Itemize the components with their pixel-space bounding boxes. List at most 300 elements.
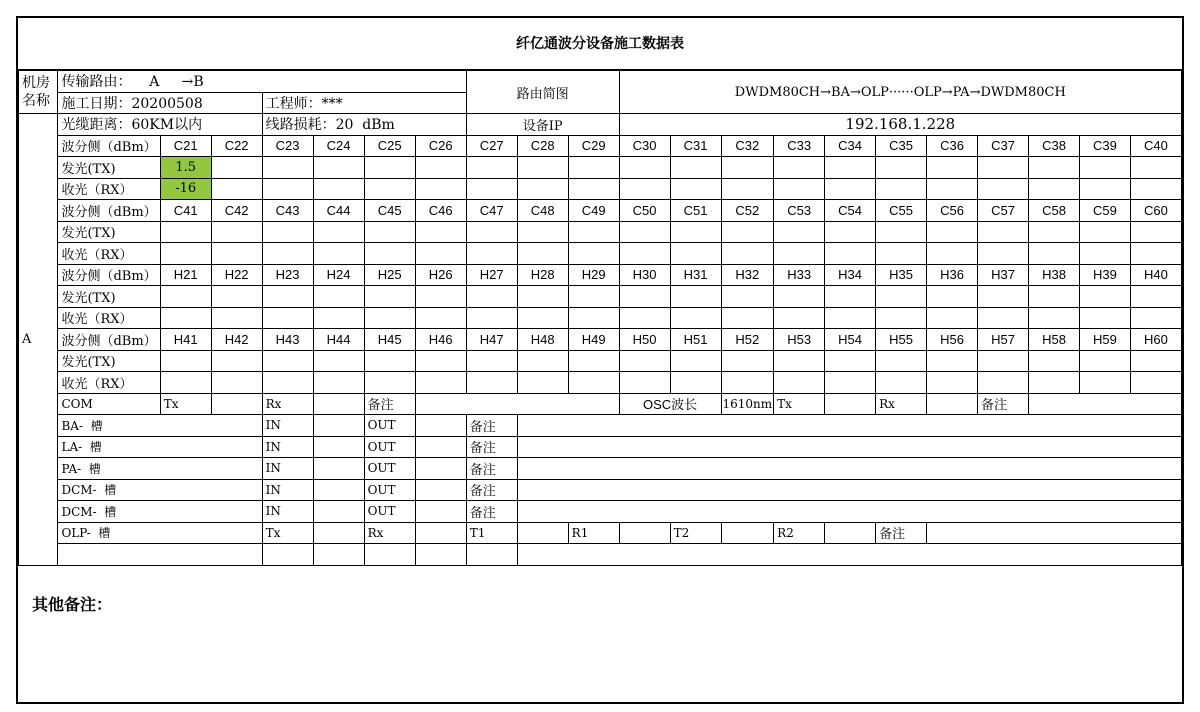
rx-value-cell[interactable] [517, 243, 568, 265]
channel-header: C54 [825, 200, 876, 222]
rx-value-cell[interactable] [876, 372, 927, 394]
rx-value-cell[interactable] [364, 307, 415, 329]
wave-label: 波分侧（dBm） [58, 135, 160, 157]
rx-value-cell[interactable] [825, 178, 876, 200]
tx-value-cell[interactable] [876, 221, 927, 243]
slot-note-value[interactable] [517, 415, 1181, 437]
rx-value-cell[interactable] [927, 307, 978, 329]
rx-value-cell[interactable] [1079, 178, 1130, 200]
channel-header: C35 [876, 135, 927, 157]
tx-value-cell[interactable] [466, 286, 517, 308]
rx-value-cell[interactable] [1079, 372, 1130, 394]
rx-value-cell[interactable] [721, 372, 774, 394]
rx-value-cell[interactable] [927, 243, 978, 265]
tx-value-cell[interactable] [211, 157, 262, 179]
rx-label: 收光（RX） [58, 178, 160, 200]
tx-value-cell[interactable] [1130, 350, 1181, 372]
tx-value-cell[interactable] [262, 157, 313, 179]
rx-value-cell[interactable] [568, 178, 619, 200]
rx-value-cell[interactable] [466, 372, 517, 394]
tx-value-cell[interactable] [670, 286, 721, 308]
blank-cell[interactable] [466, 544, 517, 566]
rx-value-cell[interactable] [1079, 243, 1130, 265]
tx-value-cell[interactable] [1079, 286, 1130, 308]
rx-value-cell[interactable] [568, 372, 619, 394]
rx-value-cell[interactable] [262, 307, 313, 329]
tx-value-cell[interactable] [364, 157, 415, 179]
tx-value-cell[interactable] [619, 157, 670, 179]
tx-value-cell[interactable] [774, 350, 825, 372]
tx-value-cell[interactable] [774, 157, 825, 179]
tx-value-cell[interactable] [670, 157, 721, 179]
com-rx-value[interactable] [313, 393, 364, 415]
channel-header: H49 [568, 329, 619, 351]
rx-value-cell[interactable] [774, 243, 825, 265]
slot-note-label: 备注 [466, 501, 517, 523]
tx-value-cell[interactable] [364, 286, 415, 308]
olp-t2-label: T2 [670, 522, 721, 544]
rx-value-cell[interactable] [1029, 243, 1080, 265]
tx-value-cell[interactable] [825, 221, 876, 243]
osc-rx-value[interactable] [927, 393, 978, 415]
rx-value-cell[interactable] [466, 307, 517, 329]
tx-value-cell[interactable] [415, 221, 466, 243]
rx-value-cell[interactable] [415, 243, 466, 265]
slot-out-value[interactable] [415, 479, 466, 501]
channel-header: C39 [1079, 135, 1130, 157]
channel-header: H26 [415, 264, 466, 286]
rx-value-cell[interactable] [670, 178, 721, 200]
tx-value-cell[interactable] [721, 157, 774, 179]
slot-out-value[interactable] [415, 415, 466, 437]
channel-header: H39 [1079, 264, 1130, 286]
rx-value-cell[interactable] [1130, 178, 1181, 200]
channel-header: H57 [978, 329, 1029, 351]
channel-header: C32 [721, 135, 774, 157]
slot-in-label: IN [262, 436, 313, 458]
rx-value-cell[interactable] [619, 243, 670, 265]
blank-cell[interactable] [262, 544, 313, 566]
slot-label: DCM- 槽 [58, 479, 262, 501]
slot-out-value[interactable] [415, 458, 466, 480]
rx-value-cell[interactable] [415, 307, 466, 329]
olp-rx-label: Rx [364, 522, 415, 544]
rx-value-cell[interactable] [670, 307, 721, 329]
tx-label: 发光(TX) [58, 221, 160, 243]
osc-value: 1610nm [721, 393, 774, 415]
room-label: 机房名称 [19, 71, 58, 114]
rx-label: 收光（RX） [58, 307, 160, 329]
tx-value-cell[interactable] [774, 286, 825, 308]
slot-out-label: OUT [364, 501, 415, 523]
slot-note-label: 备注 [466, 415, 517, 437]
channel-header: H28 [517, 264, 568, 286]
wave-label: 波分侧（dBm） [58, 264, 160, 286]
olp-rx-value[interactable] [415, 522, 466, 544]
rx-value-cell[interactable] [619, 307, 670, 329]
rx-value-cell[interactable] [313, 372, 364, 394]
channel-header: H38 [1029, 264, 1080, 286]
rx-value-cell[interactable] [876, 243, 927, 265]
slot-out-label: OUT [364, 479, 415, 501]
olp-t2-value[interactable] [721, 522, 774, 544]
tx-value-cell[interactable] [517, 286, 568, 308]
channel-header: H46 [415, 329, 466, 351]
olp-tx-value[interactable] [313, 522, 364, 544]
rx-value-cell[interactable] [927, 178, 978, 200]
blank-cell[interactable] [313, 544, 364, 566]
tx-value-cell[interactable] [568, 350, 619, 372]
tx-value-cell[interactable] [721, 350, 774, 372]
tx-value-cell[interactable] [876, 286, 927, 308]
slot-label: BA- 槽 [58, 415, 262, 437]
tx-value-cell[interactable] [927, 221, 978, 243]
channel-header: H23 [262, 264, 313, 286]
tx-value-cell[interactable] [619, 286, 670, 308]
slot-in-label: IN [262, 479, 313, 501]
channel-header: H45 [364, 329, 415, 351]
rx-value-cell[interactable] [364, 178, 415, 200]
slot-out-label: OUT [364, 436, 415, 458]
olp-note-value[interactable] [927, 522, 1182, 544]
blank-cell[interactable] [517, 544, 1181, 566]
rx-value-cell[interactable] [825, 307, 876, 329]
rx-value-cell[interactable] [568, 307, 619, 329]
channel-header: H58 [1029, 329, 1080, 351]
date-field[interactable]: 施工日期：20200508 [58, 92, 262, 114]
slot-out-value[interactable] [415, 501, 466, 523]
tx-value-cell[interactable] [825, 157, 876, 179]
slot-in-label: IN [262, 458, 313, 480]
channel-header: C49 [568, 200, 619, 222]
com-tx-value[interactable] [211, 393, 262, 415]
rx-value-cell[interactable] [670, 243, 721, 265]
tx-value-cell[interactable] [927, 157, 978, 179]
slot-note-value[interactable] [517, 436, 1181, 458]
tx-value-cell[interactable] [211, 221, 262, 243]
tx-value-cell[interactable] [262, 286, 313, 308]
channel-header: H30 [619, 264, 670, 286]
rx-value-cell[interactable] [160, 372, 211, 394]
tx-value-cell[interactable] [313, 157, 364, 179]
slot-label: PA- 槽 [58, 458, 262, 480]
tx-value-cell[interactable] [415, 157, 466, 179]
channel-header: C40 [1130, 135, 1181, 157]
blank-cell[interactable] [415, 544, 466, 566]
channel-header: H37 [978, 264, 1029, 286]
channel-header: H29 [568, 264, 619, 286]
tx-value-cell[interactable] [1029, 286, 1080, 308]
tx-value-cell[interactable] [160, 221, 211, 243]
rx-value-cell[interactable] [262, 243, 313, 265]
tx-value-cell[interactable] [211, 286, 262, 308]
rx-value-cell[interactable] [1029, 372, 1080, 394]
tx-value-cell[interactable] [262, 350, 313, 372]
rx-value-cell[interactable] [211, 243, 262, 265]
tx-value-cell[interactable] [568, 286, 619, 308]
channel-header: C51 [670, 200, 721, 222]
blank-cell[interactable] [364, 544, 415, 566]
route-field[interactable]: 传输路由： A →B [58, 71, 466, 93]
engineer-field[interactable]: 工程师：*** [262, 92, 466, 114]
tx-value-cell[interactable] [313, 350, 364, 372]
rx-value-cell[interactable] [978, 307, 1029, 329]
tx-value-cell[interactable] [313, 286, 364, 308]
loss-field[interactable]: 线路损耗：20 dBm [262, 114, 466, 136]
rx-value-cell[interactable] [619, 372, 670, 394]
tx-value-cell[interactable] [825, 350, 876, 372]
channel-header: C38 [1029, 135, 1080, 157]
rx-value-cell[interactable] [211, 178, 262, 200]
slot-note-value[interactable] [517, 501, 1181, 523]
ip-value[interactable]: 192.168.1.228 [619, 114, 1181, 136]
channel-header: C55 [876, 200, 927, 222]
rx-value-cell[interactable] [517, 307, 568, 329]
rx-value-cell[interactable] [517, 178, 568, 200]
tx-value-cell[interactable] [619, 350, 670, 372]
olp-r1-label: R1 [568, 522, 619, 544]
rx-value-cell[interactable] [876, 307, 927, 329]
tx-value-cell[interactable] [721, 221, 774, 243]
tx-value-cell[interactable] [517, 157, 568, 179]
osc-rx-label: Rx [876, 393, 927, 415]
rx-value-cell[interactable] [160, 307, 211, 329]
rx-value-cell[interactable] [568, 243, 619, 265]
channel-header: H56 [927, 329, 978, 351]
tx-value-cell[interactable] [1079, 157, 1130, 179]
channel-header: H24 [313, 264, 364, 286]
tx-value-cell[interactable] [774, 221, 825, 243]
tx-value-cell[interactable] [876, 350, 927, 372]
tx-label: 发光(TX) [58, 350, 160, 372]
slot-note-value[interactable] [517, 458, 1181, 480]
channel-header: C29 [568, 135, 619, 157]
tx-value-cell[interactable] [927, 350, 978, 372]
rx-value-cell[interactable] [1130, 307, 1181, 329]
slot-label: LA- 槽 [58, 436, 262, 458]
channel-header: C22 [211, 135, 262, 157]
rx-value-cell[interactable] [927, 372, 978, 394]
tx-value-cell[interactable] [876, 157, 927, 179]
channel-header: C58 [1029, 200, 1080, 222]
channel-header: C43 [262, 200, 313, 222]
channel-header: C60 [1130, 200, 1181, 222]
tx-value-cell[interactable] [1029, 157, 1080, 179]
channel-header: C28 [517, 135, 568, 157]
slot-in-value[interactable] [313, 415, 364, 437]
rx-value-cell[interactable] [825, 372, 876, 394]
rx-value-cell[interactable] [774, 178, 825, 200]
rx-value-cell[interactable] [466, 178, 517, 200]
rx-value-cell[interactable] [774, 307, 825, 329]
rx-value-cell[interactable] [825, 243, 876, 265]
rx-value-cell[interactable] [211, 307, 262, 329]
tx-value-cell[interactable] [978, 157, 1029, 179]
diagram-value[interactable]: DWDM80CH→BA→OLP······OLP→PA→DWDM80CH [619, 71, 1181, 114]
tx-value-cell[interactable] [1079, 221, 1130, 243]
tx-value-cell[interactable] [1029, 350, 1080, 372]
channel-header: H44 [313, 329, 364, 351]
blank-cell[interactable] [58, 544, 262, 566]
tx-value-cell[interactable] [466, 157, 517, 179]
tx-value-cell[interactable] [466, 350, 517, 372]
rx-value-cell[interactable] [978, 372, 1029, 394]
channel-header: H55 [876, 329, 927, 351]
tx-value-cell[interactable] [619, 221, 670, 243]
construction-data-sheet [16, 16, 1184, 704]
channel-header: C45 [364, 200, 415, 222]
tx-label: 发光(TX) [58, 286, 160, 308]
tx-value-cell[interactable] [1130, 157, 1181, 179]
tx-value-cell[interactable] [415, 286, 466, 308]
tx-label: 发光(TX) [58, 157, 160, 179]
tx-value-cell[interactable] [978, 221, 1029, 243]
channel-header: C37 [978, 135, 1029, 157]
channel-header: C30 [619, 135, 670, 157]
slot-note-label: 备注 [466, 458, 517, 480]
osc-tx-label: Tx [774, 393, 825, 415]
rx-value-cell[interactable] [721, 307, 774, 329]
rx-value-cell[interactable] [313, 243, 364, 265]
rx-value-cell[interactable] [619, 178, 670, 200]
rx-value-cell[interactable] [774, 372, 825, 394]
rx-value-cell[interactable] [1079, 307, 1130, 329]
channel-header: C47 [466, 200, 517, 222]
tx-value-cell[interactable] [670, 350, 721, 372]
tx-value-cell[interactable] [262, 221, 313, 243]
rx-value-cell[interactable]: -16 [160, 178, 211, 200]
slot-in-value[interactable] [313, 501, 364, 523]
channel-header: H31 [670, 264, 721, 286]
rx-value-cell[interactable] [415, 178, 466, 200]
tx-value-cell[interactable] [568, 157, 619, 179]
tx-value-cell[interactable] [1130, 221, 1181, 243]
tx-value-cell[interactable] [517, 221, 568, 243]
channel-header: H42 [211, 329, 262, 351]
rx-value-cell[interactable] [876, 178, 927, 200]
com-label: COM [58, 393, 160, 415]
rx-value-cell[interactable] [1029, 178, 1080, 200]
slot-in-value[interactable] [313, 436, 364, 458]
rx-value-cell[interactable] [262, 372, 313, 394]
rx-value-cell[interactable] [978, 243, 1029, 265]
rx-value-cell[interactable] [1130, 372, 1181, 394]
osc-tx-value[interactable] [825, 393, 876, 415]
rx-value-cell[interactable] [978, 178, 1029, 200]
wave-label: 波分侧（dBm） [58, 200, 160, 222]
channel-header: C34 [825, 135, 876, 157]
osc-note-value[interactable] [1029, 393, 1182, 415]
channel-header: C50 [619, 200, 670, 222]
slot-out-label: OUT [364, 458, 415, 480]
ip-label: 设备IP [466, 114, 619, 136]
rx-value-cell[interactable] [1029, 307, 1080, 329]
channel-header: H60 [1130, 329, 1181, 351]
tx-value-cell[interactable] [721, 286, 774, 308]
slot-note-label: 备注 [466, 479, 517, 501]
channel-header: H27 [466, 264, 517, 286]
tx-value-cell[interactable] [517, 350, 568, 372]
slot-in-value[interactable] [313, 458, 364, 480]
tx-value-cell[interactable] [415, 350, 466, 372]
channel-header: C52 [721, 200, 774, 222]
rx-value-cell[interactable] [1130, 243, 1181, 265]
data-table [18, 70, 1182, 566]
channel-header: H32 [721, 264, 774, 286]
tx-value-cell[interactable] [978, 286, 1029, 308]
channel-header: C59 [1079, 200, 1130, 222]
tx-value-cell[interactable] [466, 221, 517, 243]
com-note-value[interactable] [415, 393, 619, 415]
rx-value-cell[interactable] [721, 243, 774, 265]
slot-out-value[interactable] [415, 436, 466, 458]
olp-r1-value[interactable] [619, 522, 670, 544]
slot-note-value[interactable] [517, 479, 1181, 501]
osc-note-label: 备注 [978, 393, 1029, 415]
rx-value-cell[interactable] [313, 178, 364, 200]
channel-header: C41 [160, 200, 211, 222]
channel-header: H21 [160, 264, 211, 286]
channel-header: C44 [313, 200, 364, 222]
olp-r2-value[interactable] [825, 522, 876, 544]
tx-value-cell[interactable] [927, 286, 978, 308]
channel-header: C46 [415, 200, 466, 222]
tx-value-cell[interactable] [825, 286, 876, 308]
tx-value-cell[interactable]: 1.5 [160, 157, 211, 179]
rx-value-cell[interactable] [160, 243, 211, 265]
slot-note-label: 备注 [466, 436, 517, 458]
channel-header: H48 [517, 329, 568, 351]
rx-value-cell[interactable] [415, 372, 466, 394]
tx-value-cell[interactable] [313, 221, 364, 243]
channel-header: H25 [364, 264, 415, 286]
channel-header: H43 [262, 329, 313, 351]
olp-t1-value[interactable] [517, 522, 568, 544]
distance-field[interactable]: 光缆距离：60KM以内 [58, 114, 262, 136]
tx-value-cell[interactable] [978, 350, 1029, 372]
tx-value-cell[interactable] [160, 286, 211, 308]
rx-value-cell[interactable] [364, 372, 415, 394]
tx-value-cell[interactable] [1029, 221, 1080, 243]
tx-value-cell[interactable] [160, 350, 211, 372]
side-label: A [19, 114, 58, 566]
olp-label: OLP- 槽 [58, 522, 262, 544]
rx-label: 收光（RX） [58, 372, 160, 394]
rx-value-cell[interactable] [517, 372, 568, 394]
tx-value-cell[interactable] [1079, 350, 1130, 372]
tx-value-cell[interactable] [670, 221, 721, 243]
tx-value-cell[interactable] [211, 350, 262, 372]
slot-label: DCM- 槽 [58, 501, 262, 523]
channel-header: C25 [364, 135, 415, 157]
rx-value-cell[interactable] [670, 372, 721, 394]
rx-value-cell[interactable] [364, 243, 415, 265]
com-rx-label: Rx [262, 393, 313, 415]
rx-value-cell[interactable] [313, 307, 364, 329]
olp-tx-label: Tx [262, 522, 313, 544]
slot-in-value[interactable] [313, 479, 364, 501]
channel-header: C23 [262, 135, 313, 157]
rx-value-cell[interactable] [262, 178, 313, 200]
tx-value-cell[interactable] [364, 221, 415, 243]
tx-value-cell[interactable] [364, 350, 415, 372]
rx-value-cell[interactable] [721, 178, 774, 200]
tx-value-cell[interactable] [1130, 286, 1181, 308]
tx-value-cell[interactable] [568, 221, 619, 243]
channel-header: H35 [876, 264, 927, 286]
rx-value-cell[interactable] [211, 372, 262, 394]
rx-value-cell[interactable] [466, 243, 517, 265]
